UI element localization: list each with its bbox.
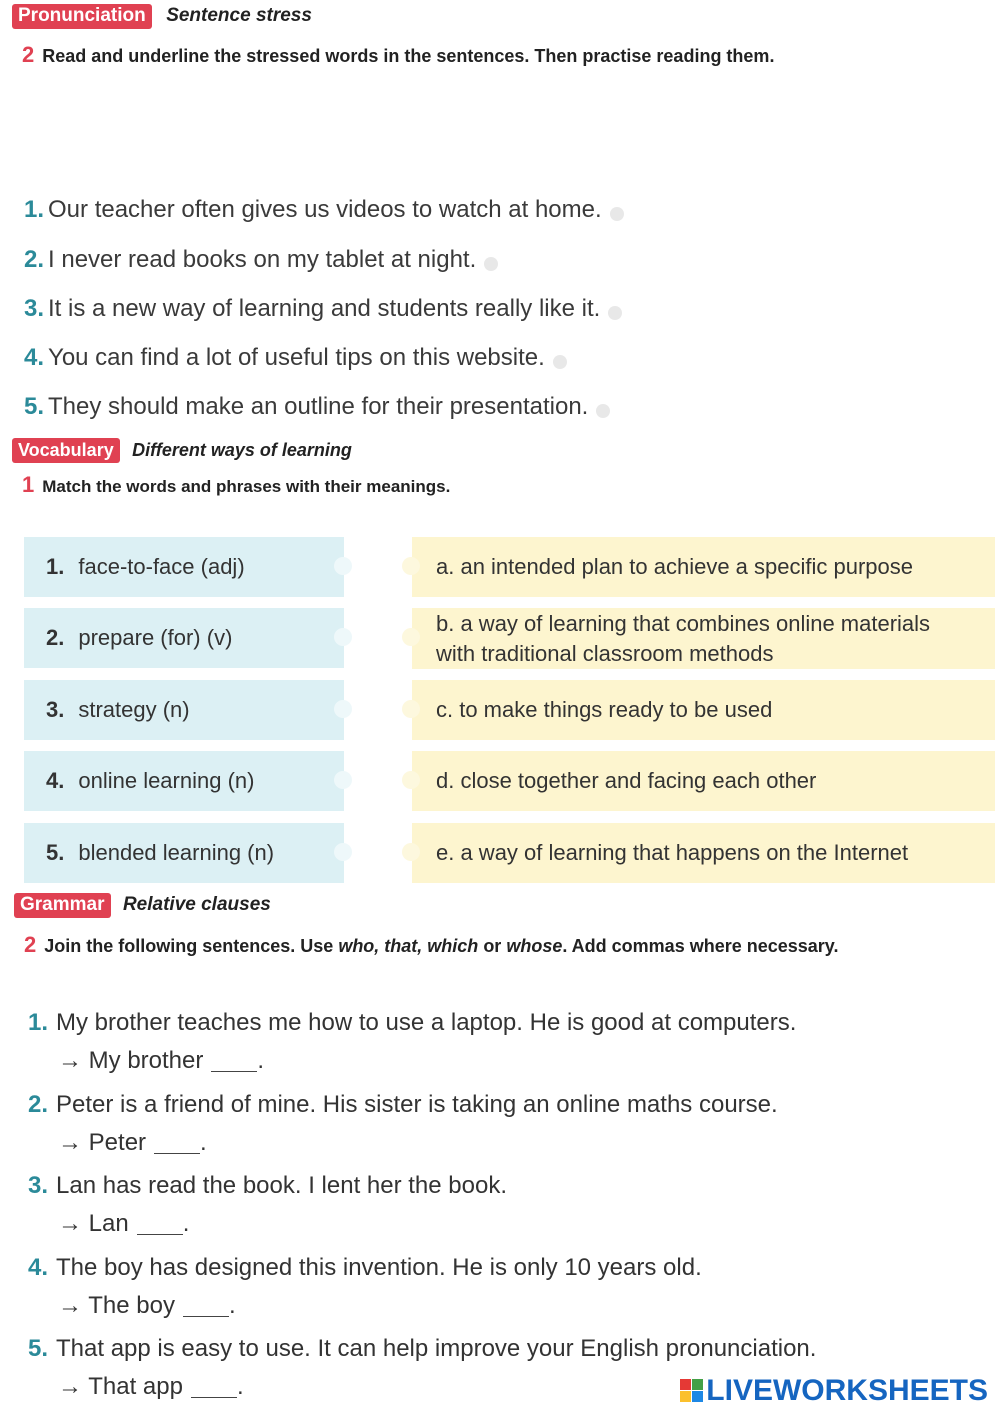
logo-text: LIVEWORKSHEETS bbox=[706, 1374, 988, 1407]
sentence-number: 3. bbox=[24, 295, 45, 322]
audio-dot-icon[interactable] bbox=[608, 306, 622, 320]
meaning-box[interactable] bbox=[412, 823, 995, 883]
match-connector-icon[interactable] bbox=[402, 843, 420, 861]
answer-line: → Lan . bbox=[58, 1210, 190, 1237]
meaning-text: e. a way of learning that happens on the Internet bbox=[436, 840, 909, 865]
answer-line: → Peter . bbox=[58, 1129, 207, 1156]
liveworksheets-logo bbox=[680, 1374, 988, 1408]
sentence-text[interactable]: It is a new way of learning and students really like it. bbox=[48, 295, 601, 322]
instruction-text: or bbox=[478, 936, 507, 956]
instruction-text: Read and underline the stressed words in the sentences. Then practise reading them. bbox=[42, 46, 775, 66]
instruction-keywords: who, that, which bbox=[338, 936, 479, 956]
word-text: face-to-face (adj) bbox=[78, 554, 245, 579]
exercise-number: 1 bbox=[22, 472, 35, 497]
meaning-text: d. close together and facing each other bbox=[436, 768, 817, 793]
match-connector-icon[interactable] bbox=[402, 700, 420, 718]
audio-dot-icon[interactable] bbox=[596, 404, 610, 418]
meaning-box[interactable] bbox=[412, 680, 995, 740]
vocabulary-instruction bbox=[22, 472, 450, 498]
meaning-text: c. to make things ready to be used bbox=[436, 697, 773, 722]
section-subtitle: Different ways of learning bbox=[132, 440, 352, 460]
sentence bbox=[24, 344, 567, 372]
sentence-text[interactable]: You can find a lot of useful tips on this website. bbox=[48, 344, 545, 371]
logo-icon bbox=[680, 1379, 704, 1403]
match-connector-icon[interactable] bbox=[334, 771, 352, 789]
word-number: 3. bbox=[46, 697, 65, 722]
sentence bbox=[24, 295, 622, 323]
item-text: Peter is a friend of mine. His sister is taking an online maths course. bbox=[56, 1091, 778, 1118]
sentence bbox=[24, 246, 498, 274]
answer-start: → My brother bbox=[58, 1047, 204, 1074]
instruction-text: Match the words and phrases with their meanings. bbox=[42, 477, 451, 496]
item-text: The boy has designed this invention. He is only 10 years old. bbox=[56, 1254, 702, 1281]
grammar-item bbox=[28, 1091, 778, 1157]
match-connector-icon[interactable] bbox=[334, 843, 352, 861]
word-box[interactable] bbox=[24, 680, 344, 740]
item-text: My brother teaches me how to use a laptop. He is good at computers. bbox=[56, 1009, 797, 1036]
answer-start: → Lan bbox=[58, 1210, 129, 1237]
audio-dot-icon[interactable] bbox=[610, 207, 624, 221]
word-box[interactable] bbox=[24, 751, 344, 811]
sentence bbox=[24, 393, 610, 421]
word-box[interactable] bbox=[24, 608, 344, 668]
answer-start: → That app bbox=[58, 1373, 183, 1400]
match-connector-icon[interactable] bbox=[334, 557, 352, 575]
audio-dot-icon[interactable] bbox=[553, 355, 567, 369]
answer-line: → That app . bbox=[58, 1373, 244, 1400]
grammar-item bbox=[28, 1009, 796, 1075]
vocabulary-header bbox=[12, 438, 352, 463]
match-connector-icon[interactable] bbox=[334, 700, 352, 718]
word-box[interactable] bbox=[24, 823, 344, 883]
item-text: Lan has read the book. I lent her the book. bbox=[56, 1172, 507, 1199]
pronunciation-header bbox=[12, 4, 312, 29]
instruction-text: Join the following sentences. Use bbox=[44, 936, 339, 956]
exercise-number: 2 bbox=[22, 42, 35, 67]
pronunciation-instruction bbox=[22, 42, 774, 68]
answer-blank[interactable] bbox=[191, 1373, 237, 1398]
exercise-number: 2 bbox=[24, 932, 37, 957]
meaning-box[interactable] bbox=[412, 608, 995, 669]
word-number: 4. bbox=[46, 768, 65, 793]
item-number: 4. bbox=[28, 1254, 49, 1281]
word-number: 5. bbox=[46, 840, 65, 865]
item-number: 3. bbox=[28, 1172, 49, 1199]
match-connector-icon[interactable] bbox=[402, 628, 420, 646]
item-number: 5. bbox=[28, 1335, 49, 1362]
match-connector-icon[interactable] bbox=[402, 557, 420, 575]
meaning-text: b. a way of learning that combines online materials with traditional classroom methods bbox=[436, 610, 931, 666]
meaning-box[interactable] bbox=[412, 537, 995, 597]
sentence-number: 5. bbox=[24, 393, 45, 420]
section-tag: Grammar bbox=[14, 893, 111, 918]
word-text: prepare (for) (v) bbox=[78, 625, 233, 650]
answer-start: → Peter bbox=[58, 1129, 147, 1156]
section-subtitle: Relative clauses bbox=[122, 894, 271, 915]
answer-blank[interactable] bbox=[154, 1129, 200, 1154]
match-connector-icon[interactable] bbox=[334, 628, 352, 646]
sentence-number: 1. bbox=[24, 196, 45, 223]
word-text: online learning (n) bbox=[78, 768, 255, 793]
word-text: strategy (n) bbox=[78, 697, 190, 722]
answer-blank[interactable] bbox=[137, 1210, 183, 1235]
answer-start: → The boy bbox=[58, 1292, 175, 1319]
answer-line: → The boy . bbox=[58, 1292, 236, 1319]
word-number: 2. bbox=[46, 625, 65, 650]
meaning-text: a. an intended plan to achieve a specific purpose bbox=[436, 554, 913, 579]
word-box[interactable] bbox=[24, 537, 344, 597]
sentence-number: 2. bbox=[24, 246, 45, 273]
word-text: blended learning (n) bbox=[78, 840, 275, 865]
grammar-instruction bbox=[24, 932, 838, 958]
match-connector-icon[interactable] bbox=[402, 771, 420, 789]
section-tag: Pronunciation bbox=[12, 4, 152, 29]
item-text: That app is easy to use. It can help improve your English pronunciation. bbox=[56, 1335, 817, 1362]
item-number: 2. bbox=[28, 1091, 49, 1118]
section-tag: Vocabulary bbox=[12, 438, 120, 463]
sentence-text[interactable]: I never read books on my tablet at night. bbox=[48, 246, 477, 273]
grammar-item bbox=[28, 1172, 507, 1238]
sentence-text[interactable]: They should make an outline for their presentation. bbox=[48, 393, 589, 420]
answer-line: → My brother . bbox=[58, 1047, 265, 1074]
grammar-item bbox=[28, 1254, 702, 1320]
instruction-keyword: whose bbox=[506, 936, 563, 956]
sentence bbox=[24, 196, 624, 224]
answer-blank[interactable] bbox=[211, 1047, 257, 1072]
meaning-box[interactable] bbox=[412, 751, 995, 811]
instruction-text: . Add commas where necessary. bbox=[562, 936, 839, 956]
audio-dot-icon[interactable] bbox=[484, 257, 498, 271]
section-subtitle: Sentence stress bbox=[166, 5, 312, 26]
sentence-text[interactable]: Our teacher often gives us videos to watch at home. bbox=[48, 196, 602, 223]
word-number: 1. bbox=[46, 554, 65, 579]
sentence-number: 4. bbox=[24, 344, 45, 371]
item-number: 1. bbox=[28, 1009, 49, 1036]
answer-blank[interactable] bbox=[183, 1292, 229, 1317]
grammar-header bbox=[14, 893, 271, 918]
